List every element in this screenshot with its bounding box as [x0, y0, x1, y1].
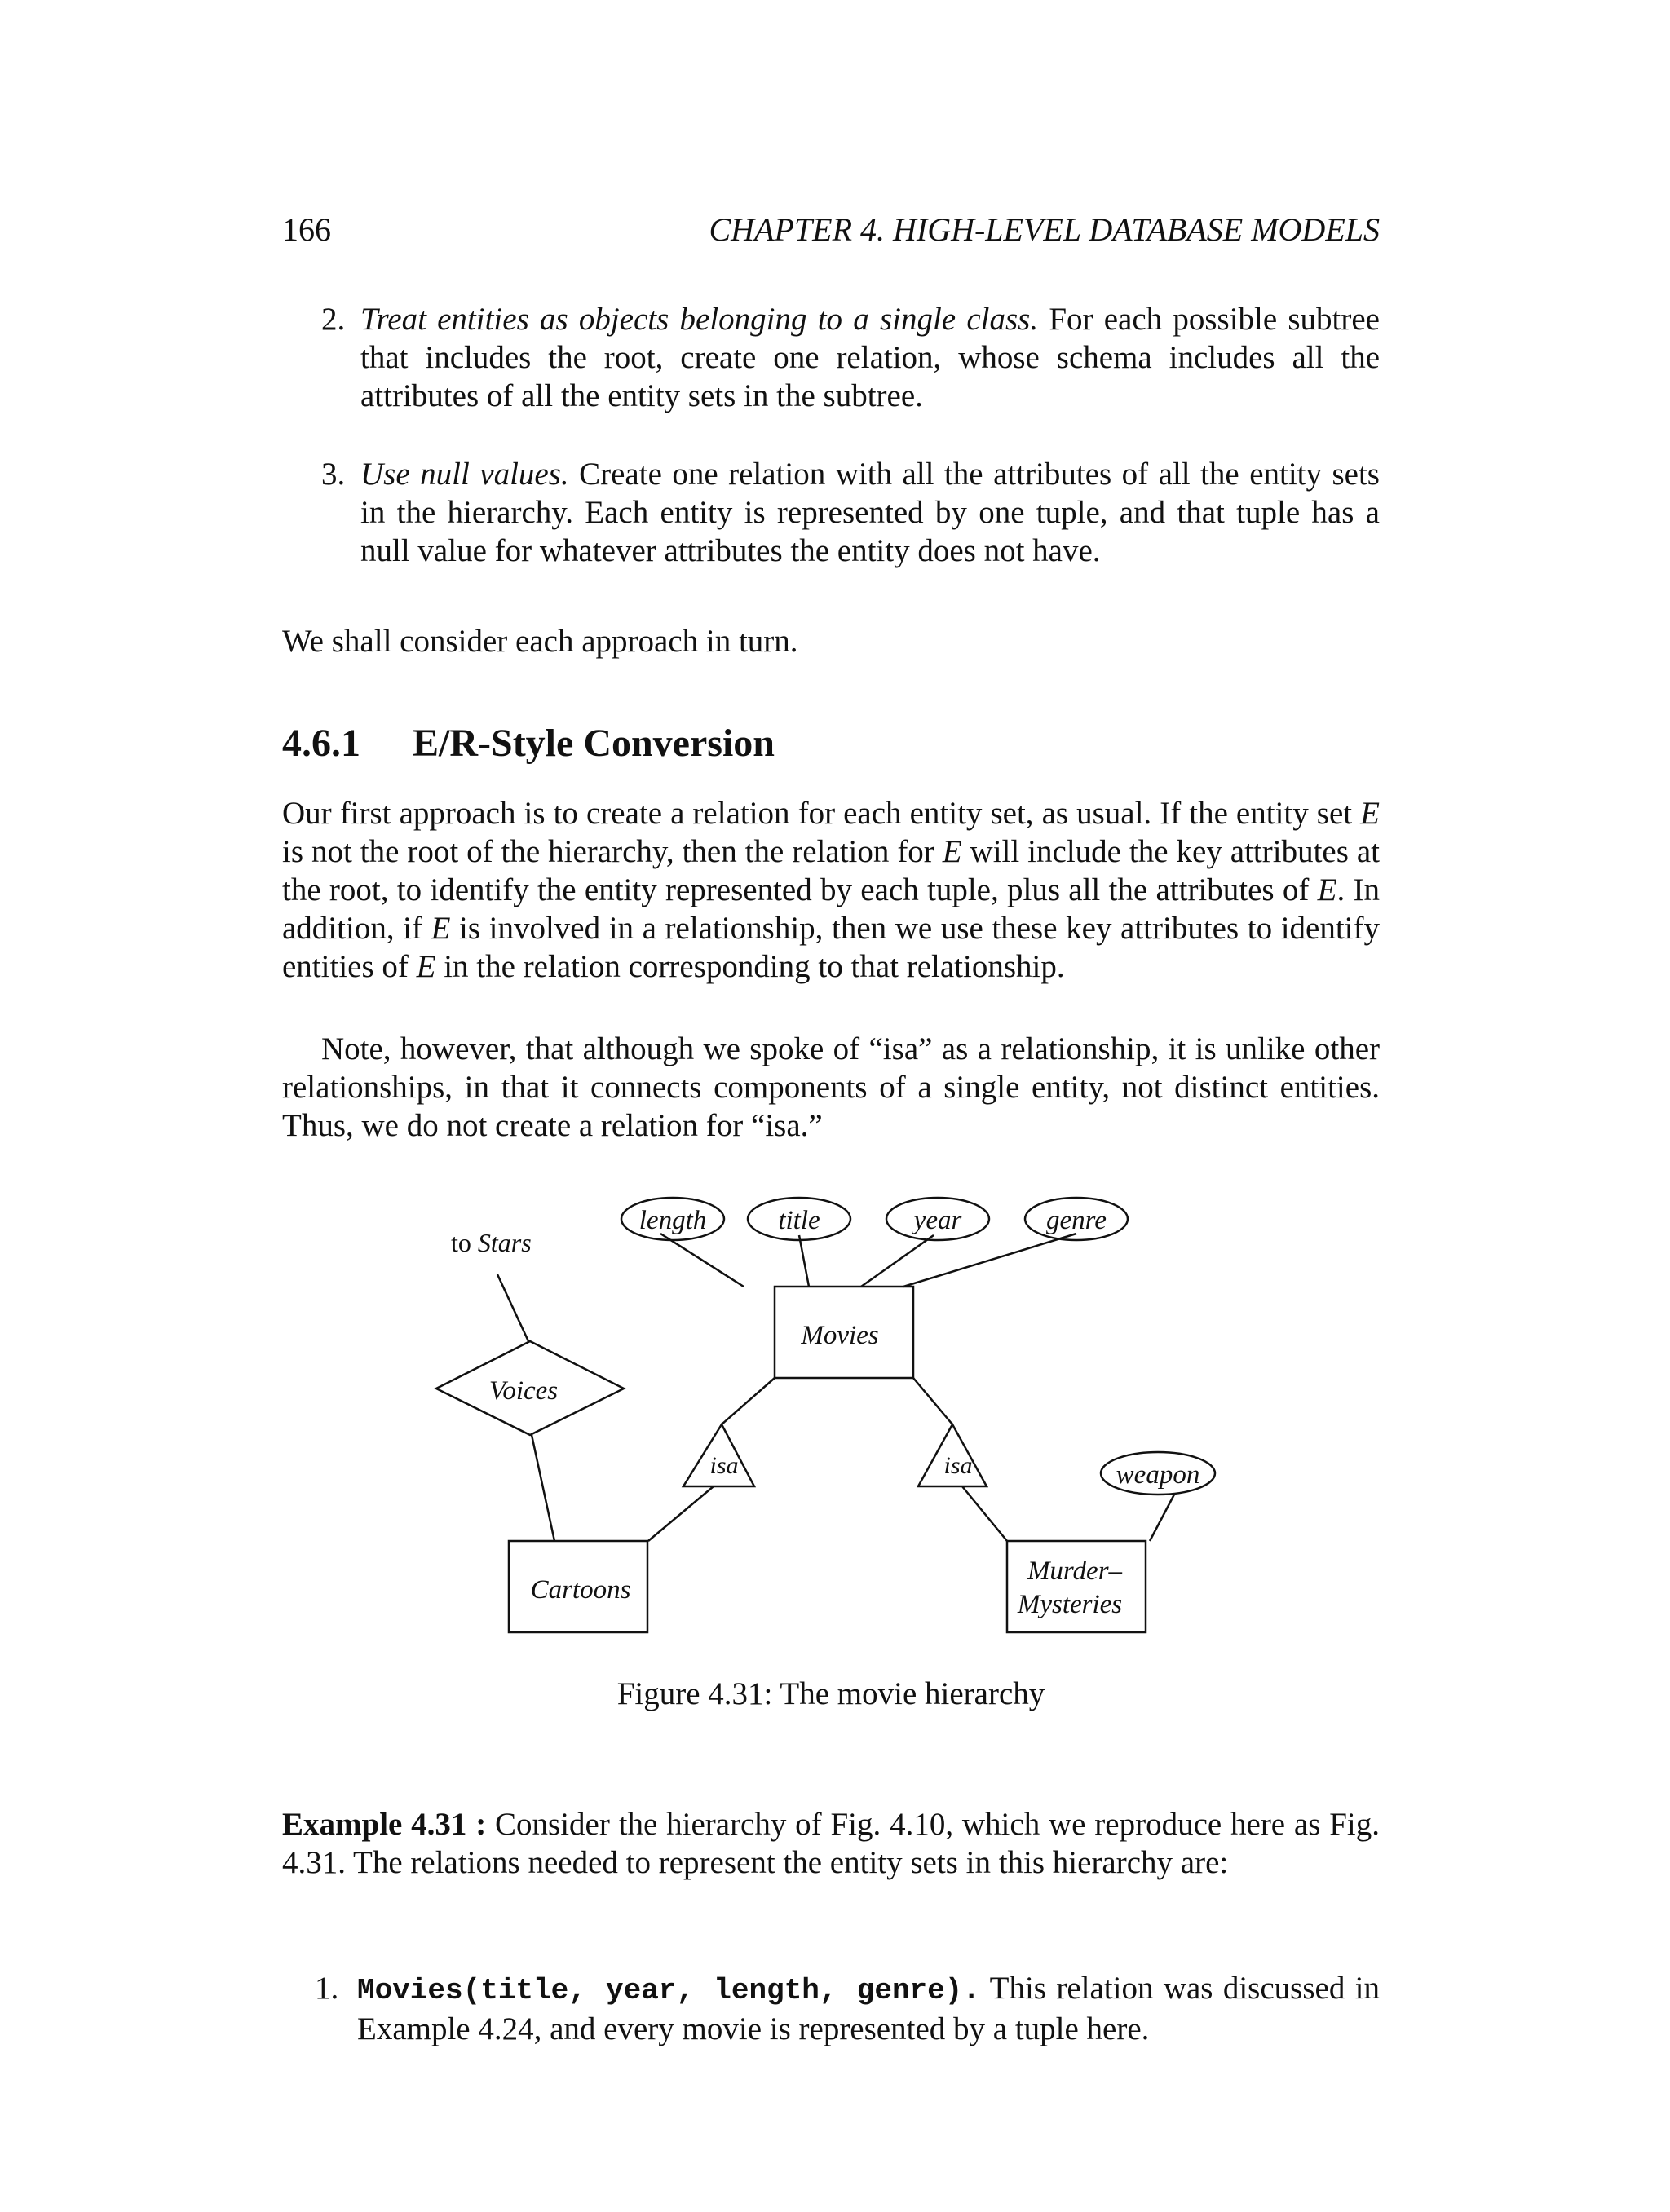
- entity-variable: E: [431, 911, 451, 946]
- text-segment: will include the key attributes at the root, to identify the entity represented by each tuple, plus all the attributes of: [282, 834, 1380, 907]
- attribute-weapon-label: weapon: [1116, 1460, 1200, 1490]
- entity-murder-label-line2: Mysteries: [1017, 1590, 1123, 1619]
- relation-text: This relation was discussed in Example 4.24, and every movie is represented by a tuple here.: [357, 1971, 1381, 2046]
- to-stars-prefix: to: [451, 1228, 471, 1257]
- relation-item-1: [282, 1969, 1380, 2048]
- entity-cartoons-label: Cartoons: [530, 1575, 631, 1605]
- edge-voices-cartoons: [532, 1435, 554, 1541]
- entity-variable: E: [942, 834, 962, 869]
- edge-genre-movies: [903, 1234, 1076, 1287]
- text-segment: . In addition, if: [282, 872, 1380, 946]
- text-segment: is involved in a relationship, then we use these key attributes to identify entities of: [282, 911, 1380, 984]
- intro-paragraph: We shall consider each approach in turn.: [282, 624, 798, 659]
- approach-number: 2.: [321, 302, 346, 337]
- attribute-year-label: year: [913, 1206, 962, 1235]
- edge-isa-murder: [962, 1486, 1007, 1541]
- approach-title: Use null values.: [360, 457, 569, 492]
- example-paragraph: [282, 1805, 1380, 1882]
- isa-left-label: isa: [709, 1452, 739, 1479]
- entity-movies-label: Movies: [801, 1321, 879, 1350]
- edge-year-movies: [861, 1235, 934, 1287]
- entity-variable: E: [416, 949, 436, 984]
- section-title: E/R-Style Conversion: [413, 722, 775, 765]
- page-number: 166: [282, 211, 331, 248]
- approach-text: Create one relation with all the attributes of all the entity sets in the hierarchy. Each entity is represented by one tuple, and that tuple has a null value for whatever attributes the entity does not have.: [360, 457, 1380, 568]
- edge-weapon-murder: [1150, 1495, 1174, 1541]
- chapter-title: CHAPTER 4. HIGH-LEVEL DATABASE MODELS: [709, 211, 1380, 248]
- isa-right-label: isa: [943, 1452, 973, 1479]
- edge-length-movies: [660, 1234, 744, 1287]
- attribute-title-label: title: [778, 1206, 820, 1235]
- edge-movies-isa-right: [913, 1378, 952, 1424]
- attribute-length-label: length: [638, 1206, 707, 1235]
- to-stars-label: [451, 1228, 532, 1257]
- approach-text: For each possible subtree that includes the root, create one relation, whose schema includes all the attributes of all the entity sets in the subtree.: [360, 302, 1380, 413]
- text-segment: is not the root of the hierarchy, then the relation for: [282, 834, 943, 869]
- text-segment: Our first approach is to create a relation for each entity set, as usual. If the entity set: [282, 796, 1361, 831]
- relation-number: 1.: [315, 1971, 339, 2006]
- entity-variable: E: [1360, 796, 1380, 831]
- figure-caption: Figure 4.31: The movie hierarchy: [616, 1676, 1045, 1711]
- approach-title: Treat entities as objects belonging to a single class.: [360, 302, 1039, 337]
- edge-isa-cartoons: [648, 1486, 714, 1541]
- paragraph-isa-note: Note, however, that although we spoke of “isa” as a relationship, it is unlike other relationships, in that it connects components of a single entity, not distinct entities. Thus, we do not create a relation for “isa.”: [282, 1031, 1380, 1143]
- edge-title-movies: [799, 1235, 809, 1287]
- example-label: Example 4.31 :: [282, 1807, 487, 1842]
- to-stars-target: Stars: [477, 1228, 532, 1257]
- relationship-voices-label: Voices: [488, 1376, 559, 1406]
- edge-movies-isa-left: [722, 1378, 775, 1424]
- entity-murder-label-line1: Murder–: [1027, 1556, 1123, 1586]
- attribute-genre-label: genre: [1046, 1206, 1107, 1235]
- relation-schema: Movies(title, year, length, genre).: [357, 1974, 980, 2007]
- example-text: Consider the hierarchy of Fig. 4.10, which we reproduce here as Fig. 4.31. The relations needed to represent the entity sets in this hierarchy are:: [282, 1807, 1381, 1880]
- edge-stars-voices: [497, 1274, 528, 1341]
- approach-number: 3.: [321, 457, 346, 492]
- text-segment: in the relation corresponding to that relationship.: [435, 949, 1065, 984]
- section-number: 4.6.1: [282, 722, 360, 765]
- entity-variable: E: [1317, 872, 1337, 907]
